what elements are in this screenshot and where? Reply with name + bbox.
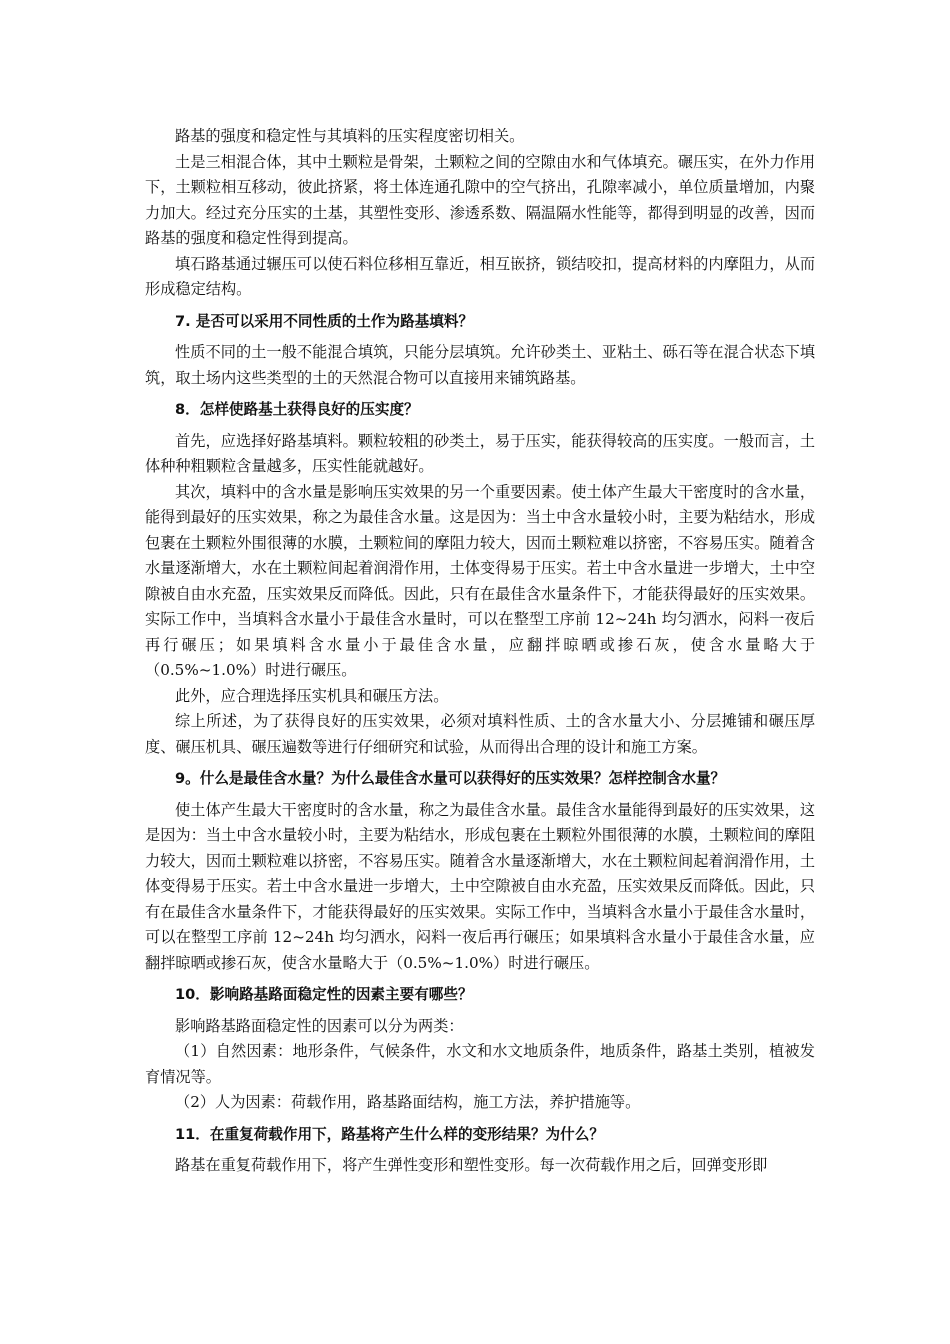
question-heading-7: 7. 是否可以采用不同性质的土作为路基填料？ bbox=[175, 312, 474, 330]
answer-list-item: （2）人为因素：荷载作用，路基路面结构，施工方法，养护措施等。 bbox=[175, 1093, 641, 1111]
question-heading-9: 9。什么是最佳含水量？为什么最佳含水量可以获得好的压实效果？怎样控制含水量？ bbox=[175, 770, 726, 787]
paragraph: 填石路基通过辗压可以使石料位移相互靠近，相互嵌挤，锁结咬扣，提高材料的内摩阻力，从而形成稳定结构。 bbox=[145, 254, 815, 298]
answer-paragraph: 综上所述，为了获得良好的压实效果，必须对填料性质、土的含水量大小、分层摊铺和碾压厚度、碾压机具、碾压遍数等进行仔细研究和试验，从而得出合理的设计和施工方案。 bbox=[145, 712, 815, 756]
question-heading-10: 10．影响路基路面稳定性的因素主要有哪些？ bbox=[175, 986, 473, 1003]
paragraph: 路基的强度和稳定性与其填料的压实程度密切相关。 bbox=[175, 127, 525, 145]
answer-paragraph: 其次，填料中的含水量是影响压实效果的另一个重要因素。使土体产生最大干密度时的含水量，能得到最好的压实效果，称之为最佳含水量。这是因为：当土中含水量较小时，主要为粘结水，形成包裹在土颗粒外围很薄的水膜，土颗粒间的摩阻力较大，因而土颗粒难以挤密，不容易压实。随着含水量逐渐增大，水在土颗粒间起着润滑作用，土体变得易于压实。若土中含水量进一步增大，土中空隙被自由水充盈，压实效果反而降低。因此，只有在最佳含水量条件下，才能获得最好的压实效果。实际工作中，当填料含水量小于最佳含水量时，可以在整型工序前 12~24h 均匀洒水，闷料一夜后再行碾压；如果填料含水量小于最佳含水量，应翻拌晾晒或掺石灰，使含水量略大于（0.5%~1.0%）时进行碾压。 bbox=[145, 482, 815, 679]
document-page bbox=[145, 124, 815, 1179]
answer-paragraph: 使土体产生最大干密度时的含水量，称之为最佳含水量。最佳含水量能得到最好的压实效果，这是因为：当土中含水量较小时，主要为粘结水，形成包裹在土颗粒外围很薄的水膜，土颗粒间的摩阻力较大，因而土颗粒难以挤密，不容易压实。随着含水量逐渐增大，水在土颗粒间起着润滑作用，土体变得易于压实。若土中含水量进一步增大，土中空隙被自由水充盈，压实效果反而降低。因此，只有在最佳含水量条件下，才能获得最好的压实效果。实际工作中，当填料含水量小于最佳含水量时，可以在整型工序前 12~24h 均匀洒水，闷料一夜后再行碾压；如果填料含水量小于最佳含水量，应翻拌晾晒或掺石灰，使含水量略大于（0.5%~1.0%）时进行碾压。 bbox=[145, 800, 815, 972]
question-heading-11: 11．在重复荷载作用下，路基将产生什么样的变形结果？为什么？ bbox=[175, 1125, 604, 1143]
answer-paragraph: 路基在重复荷载作用下，将产生弹性变形和塑性变形。每一次荷载作用之后，回弹变形即 bbox=[175, 1156, 768, 1174]
answer-paragraph: 首先，应选择好路基填料。颗粒较粗的砂类土，易于压实，能获得较高的压实度。一般而言，土体种种粗颗粒含量越多，压实性能就越好。 bbox=[145, 431, 815, 475]
paragraph: 土是三相混合体，其中土颗粒是骨架，土颗粒之间的空隙由水和气体填充。碾压实，在外力作用下，土颗粒相互移动，彼此挤紧，将土体连通孔隙中的空气挤出，孔隙率减小，单位质量增加，内聚力加大。经过充分压实的土基，其塑性变形、渗透系数、隔温隔水性能等，都得到明显的改善，因而路基的强度和稳定性得到提高。 bbox=[145, 152, 815, 247]
answer-paragraph: 此外，应合理选择压实机具和碾压方法。 bbox=[175, 686, 449, 705]
question-heading-8: 8．怎样使路基土获得良好的压实度？ bbox=[175, 401, 419, 418]
answer-paragraph: 性质不同的土一般不能混合填筑，只能分层填筑。允许砂类土、亚粘土、砾石等在混合状态下填筑，取土场内这些类型的土的天然混合物可以直接用来铺筑路基。 bbox=[145, 343, 815, 387]
answer-paragraph: 影响路基路面稳定性的因素可以分为两类： bbox=[175, 1016, 464, 1035]
answer-list-item: （1）自然因素：地形条件，气候条件，水文和水文地质条件，地质条件，路基土类别，植被发育情况等。 bbox=[145, 1042, 815, 1086]
